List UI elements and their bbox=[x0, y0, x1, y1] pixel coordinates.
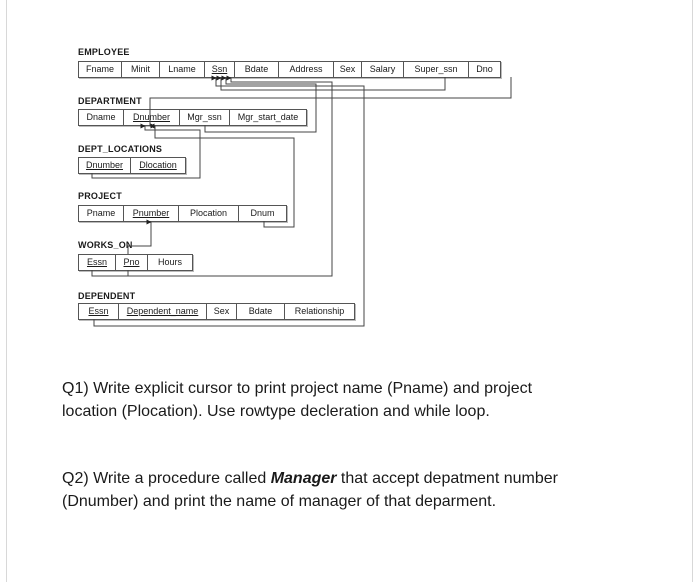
dept-locations-title: DEPT_LOCATIONS bbox=[78, 144, 163, 154]
works-on-title: WORKS_ON bbox=[78, 240, 133, 250]
department-attr-dnumber: Dnumber bbox=[124, 110, 180, 125]
dependent-attr-essn: Essn bbox=[79, 304, 119, 319]
works-on-attr-hours: Hours bbox=[148, 255, 193, 270]
dependent-attr-bdate: Bdate bbox=[237, 304, 285, 319]
department-attr-mgr-start-date: Mgr_start_date bbox=[230, 110, 307, 125]
project-attr-plocation: Plocation bbox=[179, 206, 239, 221]
employee-title: EMPLOYEE bbox=[78, 47, 130, 57]
employee-attr-minit: Minit bbox=[122, 62, 160, 77]
question-2-suffix: that accept depatment number bbox=[336, 470, 558, 487]
employee-attr-sex: Sex bbox=[334, 62, 362, 77]
question-2-procedure-name: Manager bbox=[270, 470, 337, 487]
employee-attr-salary: Salary bbox=[362, 62, 404, 77]
works-on-attr-pno: Pno bbox=[116, 255, 148, 270]
employee-attr-ssn: Ssn bbox=[205, 62, 235, 77]
question-2-prefix: Q2) Write a procedure called bbox=[62, 470, 271, 487]
project-attr-pnumber: Pnumber bbox=[124, 206, 179, 221]
employee-attr-bdate: Bdate bbox=[235, 62, 279, 77]
department-attr-dname: Dname bbox=[79, 110, 124, 125]
employee-attr-dno: Dno bbox=[469, 62, 501, 77]
employee-attr-address: Address bbox=[279, 62, 334, 77]
dependent-attr-dependent-name: Dependent_name bbox=[119, 304, 207, 319]
question-2 bbox=[62, 467, 662, 513]
fk-dnum-line bbox=[155, 126, 294, 227]
department-attr-mgr-ssn: Mgr_ssn bbox=[180, 110, 230, 125]
question-2-line-1 bbox=[62, 467, 662, 490]
question-1-line-2: location (Plocation). Use rowtype decleration and while loop. bbox=[62, 403, 490, 420]
employee-attr-fname: Fname bbox=[79, 62, 122, 77]
project-title: PROJECT bbox=[78, 191, 122, 201]
employee-attr-super-ssn: Super_ssn bbox=[404, 62, 469, 77]
question-2-line-2: (Dnumber) and print the name of manager of that deparment. bbox=[62, 493, 497, 510]
works-on-attr-essn: Essn bbox=[79, 255, 116, 270]
project-attr-dnum: Dnum bbox=[239, 206, 287, 221]
fk-dept-loc-dnumber-line bbox=[92, 126, 200, 178]
dept-locations-attr-dnumber: Dnumber bbox=[79, 158, 131, 173]
department-title: DEPARTMENT bbox=[78, 96, 142, 106]
dept-locations-attr-dlocation: Dlocation bbox=[131, 158, 186, 173]
fk-dno-line bbox=[150, 77, 511, 126]
fk-dependent-essn-line bbox=[94, 78, 364, 326]
dependent-attr-sex: Sex bbox=[207, 304, 237, 319]
project-attr-pname: Pname bbox=[79, 206, 124, 221]
employee-attr-lname: Lname bbox=[160, 62, 205, 77]
dependent-title: DEPENDENT bbox=[78, 291, 136, 301]
fk-pno-line bbox=[128, 222, 151, 276]
dependent-attr-relationship: Relationship bbox=[285, 304, 355, 319]
question-1 bbox=[62, 377, 662, 423]
question-1-line-1: Q1) Write explicit cursor to print project name (Pname) and project bbox=[62, 380, 533, 397]
